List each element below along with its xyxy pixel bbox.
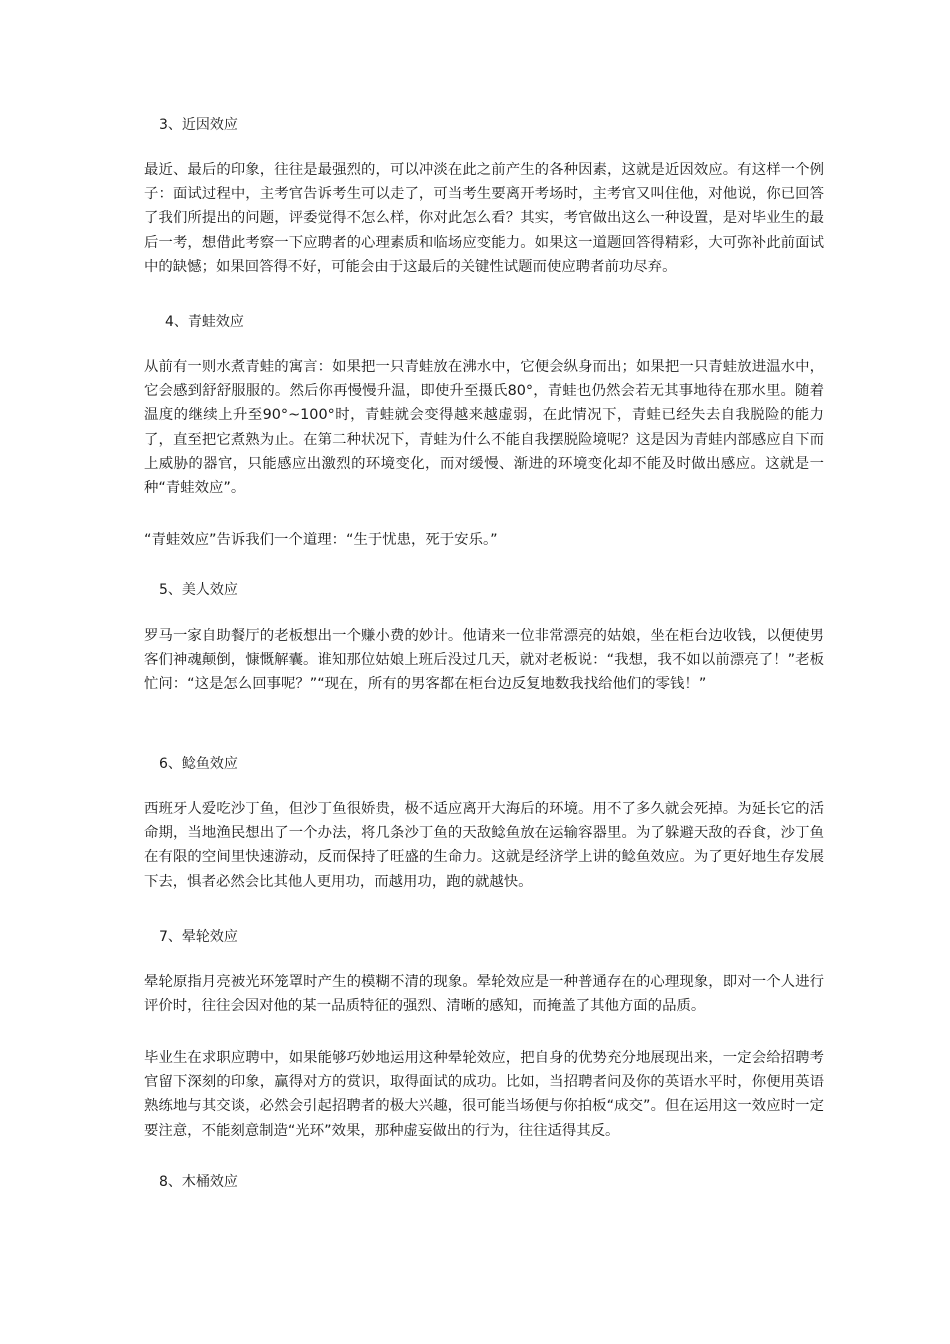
section-heading-halo-effect: 7、晕轮效应 <box>159 929 238 945</box>
paragraph-recency-effect: 最近、最后的印象，往往是最强烈的，可以冲淡在此之前产生的各种因素，这就是近因效应。有这样一个例子：面试过程中，主考官告诉考生可以走了，可当考生要离开考场时，主考官又叫住他，对他说，你已回答了我们所提出的问题，评委觉得不怎么样，你对此怎么看？其实，考官做出这么一种设置，是对毕业生的最后一考，想借此考察一下应聘者的心理素质和临场应变能力。如果这一道题回答得精彩，大可弥补此前面试中的缺憾；如果回答得不好，可能会由于这最后的关键性试题而使应聘者前功尽弃。 <box>144 162 824 275</box>
paragraph-catfish-effect: 西班牙人爱吃沙丁鱼，但沙丁鱼很娇贵，极不适应离开大海后的环境。用不了多久就会死掉。为延长它的活命期，当地渔民想出了一个办法，将几条沙丁鱼的天敌鲶鱼放在运输容器里。为了躲避天敌的吞食，沙丁鱼在有限的空间里快速游动，反而保持了旺盛的生命力。这就是经济学上讲的鲶鱼效应。为了更好地生存发展下去，惧者必然会比其他人更用功，而越用功，跑的就越快。 <box>144 801 824 890</box>
paragraph-halo-effect-application: 毕业生在求职应聘中，如果能够巧妙地运用这种晕轮效应，把自身的优势充分地展现出来，一定会给招聘考官留下深刻的印象，赢得对方的赏识，取得面试的成功。比如，当招聘者问及你的英语水平时，你便用英语熟练地与其交谈，必然会引起招聘者的极大兴趣，很可能当场便与你拍板“成交”。但在运用这一效应时一定要注意，不能刻意制造“光环”效果，那种虚妄做出的行为，往往适得其反。 <box>144 1050 824 1139</box>
section-heading-catfish-effect: 6、鲶鱼效应 <box>159 756 238 772</box>
section-heading-recency-effect: 3、近因效应 <box>159 117 238 133</box>
paragraph-beauty-effect: 罗马一家自助餐厅的老板想出一个赚小费的妙计。他请来一位非常漂亮的姑娘，坐在柜台边收钱，以便使男客们神魂颠倒，慷慨解囊。谁知那位姑娘上班后没过几天，就对老板说：“我想，我不如以前漂亮了！”老板忙问：“这是怎么回事呢？”“现在，所有的男客都在柜台边反复地数我找给他们的零钱！” <box>144 628 824 693</box>
paragraph-frog-effect: 从前有一则水煮青蛙的寓言：如果把一只青蛙放在沸水中，它便会纵身而出；如果把一只青蛙放进温水中，它会感到舒舒服服的。然后你再慢慢升温，即使升至摄氏80°，青蛙也仍然会若无其事地待在那水里。随着温度的继续上升至90°~100°时，青蛙就会变得越来越虚弱，在此情况下，青蛙已经失去自我脱险的能力了，直至把它煮熟为止。在第二种状况下，青蛙为什么不能自我摆脱险境呢？这是因为青蛙内部感应自下而上威胁的器官，只能感应出激烈的环境变化，而对缓慢、渐进的环境变化却不能及时做出感应。这就是一种“青蛙效应”。 <box>144 359 824 497</box>
section-heading-frog-effect: 4、青蛙效应 <box>165 314 244 330</box>
paragraph-halo-effect: 晕轮原指月亮被光环笼罩时产生的模糊不清的现象。晕轮效应是一种普通存在的心理现象，即对一个人进行评价时，往往会因对他的某一品质特征的强烈、清晰的感知，而掩盖了其他方面的品质。 <box>144 974 824 1015</box>
paragraph-frog-effect-lesson: “青蛙效应”告诉我们一个道理：“生于忧患，死于安乐。” <box>144 532 498 548</box>
section-heading-beauty-effect: 5、美人效应 <box>159 582 238 598</box>
section-heading-bucket-effect: 8、木桶效应 <box>159 1174 238 1190</box>
